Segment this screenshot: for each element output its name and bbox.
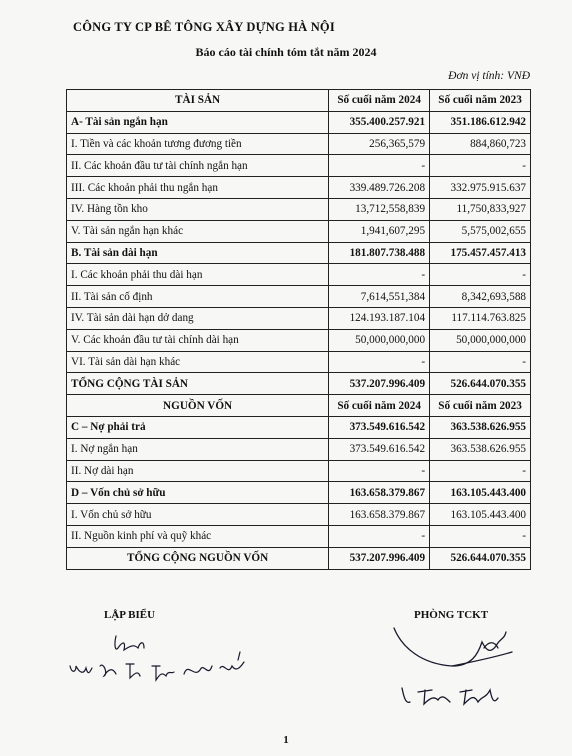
- row-value-2023: 5,575,002,655: [430, 220, 531, 242]
- financial-summary-table: [66, 89, 531, 570]
- row-value-2023: -: [430, 264, 531, 286]
- preparer-title: LẬP BIỂU: [104, 609, 156, 621]
- liabilities-total-2023: 526.644.070.355: [430, 547, 531, 569]
- row-label: V. Tài sản ngắn hạn khác: [67, 220, 329, 242]
- row-value-2023: 351.186.612.942: [430, 111, 531, 133]
- page-number: 1: [283, 734, 289, 746]
- table-row: [67, 438, 531, 460]
- company-name: CÔNG TY CP BÊ TÔNG XÂY DỰNG HÀ NỘI: [73, 20, 335, 34]
- row-value-2024: 50,000,000,000: [329, 329, 430, 351]
- row-value-2024: 181.807.738.488: [329, 242, 430, 264]
- table-row: [67, 155, 531, 177]
- table-row: [67, 286, 531, 308]
- row-label: II. Nợ dài hạn: [67, 460, 329, 482]
- table-row: [67, 416, 531, 438]
- table-row: [67, 111, 531, 133]
- assets-total-label: TỔNG CỘNG TÀI SẢN: [67, 373, 329, 395]
- liabilities-header-label: NGUỒN VỐN: [67, 395, 329, 417]
- table-row: [67, 242, 531, 264]
- assets-header-2023: Số cuối năm 2023: [430, 90, 531, 112]
- table-row: [67, 351, 531, 373]
- row-value-2024: -: [329, 351, 430, 373]
- row-value-2023: 332.975.915.637: [430, 177, 531, 199]
- assets-total-row: [67, 373, 531, 395]
- row-value-2024: -: [329, 460, 430, 482]
- row-label: C – Nợ phải trả: [67, 416, 329, 438]
- assets-header-2024: Số cuối năm 2024: [329, 90, 430, 112]
- row-label: I. Vốn chủ sở hữu: [67, 504, 329, 526]
- row-value-2024: -: [329, 264, 430, 286]
- table-row: [67, 133, 531, 155]
- assets-header-row: [67, 90, 531, 112]
- row-label: III. Các khoản phải thu ngắn hạn: [67, 177, 329, 199]
- row-value-2024: 124.193.187.104: [329, 307, 430, 329]
- liabilities-total-2024: 537.207.996.409: [329, 547, 430, 569]
- row-label: V. Các khoản đầu tư tài chính dài hạn: [67, 329, 329, 351]
- row-label: VI. Tài sản dài hạn khác: [67, 351, 329, 373]
- row-label: B. Tài sản dài hạn: [67, 242, 329, 264]
- row-value-2024: 339.489.726.208: [329, 177, 430, 199]
- liabilities-header-2024: Số cuối năm 2024: [329, 395, 430, 417]
- row-label: II. Nguồn kinh phí và quỹ khác: [67, 525, 329, 547]
- table-row: [67, 177, 531, 199]
- assets-total-2024: 537.207.996.409: [329, 373, 430, 395]
- row-value-2024: -: [329, 525, 430, 547]
- accounting-signature: [372, 618, 542, 718]
- row-value-2024: 373.549.616.542: [329, 416, 430, 438]
- row-label: D – Vốn chủ sở hữu: [67, 482, 329, 504]
- row-value-2024: 256,365,579: [329, 133, 430, 155]
- currency-unit: Đơn vị tính: VNĐ: [448, 70, 530, 82]
- row-value-2024: 163.658.379.867: [329, 504, 430, 526]
- table-row: [67, 198, 531, 220]
- row-label: IV. Hàng tồn kho: [67, 198, 329, 220]
- row-label: II. Các khoản đầu tư tài chính ngắn hạn: [67, 155, 329, 177]
- table-row: [67, 220, 531, 242]
- row-label: I. Nợ ngắn hạn: [67, 438, 329, 460]
- row-value-2024: 373.549.616.542: [329, 438, 430, 460]
- row-value-2023: 363.538.626.955: [430, 438, 531, 460]
- assets-total-2023: 526.644.070.355: [430, 373, 531, 395]
- row-value-2023: 117.114.763.825: [430, 307, 531, 329]
- row-value-2024: 163.658.379.867: [329, 482, 430, 504]
- table-row: [67, 307, 531, 329]
- row-value-2023: 8,342,693,588: [430, 286, 531, 308]
- row-value-2023: 11,750,833,927: [430, 198, 531, 220]
- row-value-2023: 363.538.626.955: [430, 416, 531, 438]
- table-row: [67, 460, 531, 482]
- row-label: I. Các khoản phải thu dài hạn: [67, 264, 329, 286]
- accounting-dept-title: PHÒNG TCKT: [414, 609, 489, 621]
- table-row: [67, 264, 531, 286]
- table-row: [67, 482, 531, 504]
- row-value-2023: -: [430, 460, 531, 482]
- table-row: [67, 525, 531, 547]
- row-value-2023: 175.457.457.413: [430, 242, 531, 264]
- row-label: I. Tiền và các khoản tương đương tiền: [67, 133, 329, 155]
- liabilities-total-label: TỔNG CỘNG NGUỒN VỐN: [67, 547, 329, 569]
- row-value-2024: 355.400.257.921: [329, 111, 430, 133]
- row-label: A- Tài sản ngắn hạn: [67, 111, 329, 133]
- row-value-2023: 884,860,723: [430, 133, 531, 155]
- row-value-2023: -: [430, 351, 531, 373]
- liabilities-header-2023: Số cuối năm 2023: [430, 395, 531, 417]
- row-value-2024: 1,941,607,295: [329, 220, 430, 242]
- liabilities-total-row: [67, 547, 531, 569]
- row-value-2023: -: [430, 155, 531, 177]
- row-label: II. Tài sản cố định: [67, 286, 329, 308]
- preparer-signature: [60, 622, 260, 702]
- row-value-2024: 7,614,551,384: [329, 286, 430, 308]
- report-title: Báo cáo tài chính tóm tắt năm 2024: [195, 45, 377, 59]
- row-value-2023: 163.105.443.400: [430, 504, 531, 526]
- row-value-2023: 50,000,000,000: [430, 329, 531, 351]
- row-value-2024: -: [329, 155, 430, 177]
- row-value-2023: 163.105.443.400: [430, 482, 531, 504]
- assets-header-label: TÀI SẢN: [67, 90, 329, 112]
- liabilities-header-row: [67, 395, 531, 417]
- row-value-2023: -: [430, 525, 531, 547]
- table-row: [67, 329, 531, 351]
- row-value-2024: 13,712,558,839: [329, 198, 430, 220]
- row-label: IV. Tài sản dài hạn dở dang: [67, 307, 329, 329]
- table-row: [67, 504, 531, 526]
